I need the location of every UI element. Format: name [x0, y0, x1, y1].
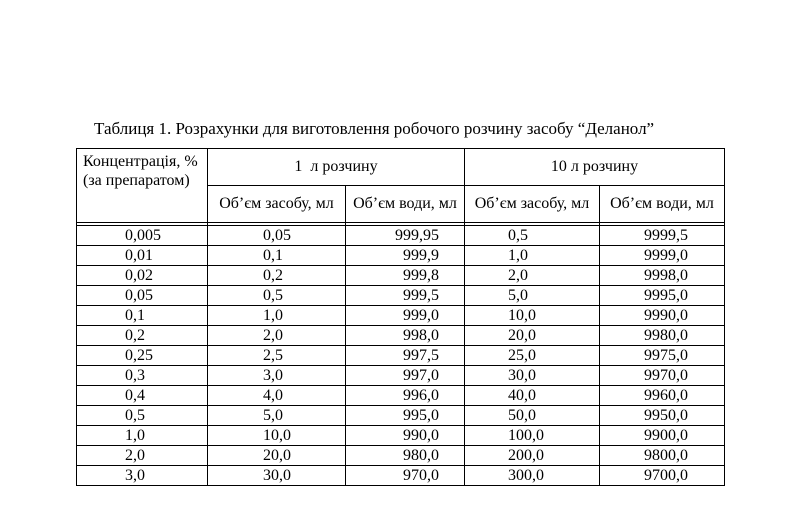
water-volume-1l-cell: 999,0: [346, 306, 465, 326]
agent-volume-1l-cell: 0,2: [208, 266, 346, 286]
water-volume-10l-cell: 9975,0: [600, 346, 725, 366]
concentration-cell: 0,1: [77, 306, 208, 326]
water-volume-1l-cell: 997,0: [346, 366, 465, 386]
table-row: [77, 286, 725, 306]
concentration-cell: 0,01: [77, 246, 208, 266]
table-body: [77, 223, 725, 486]
agent-volume-10l-cell: 40,0: [465, 386, 600, 406]
water-volume-10l-cell: 9700,0: [600, 466, 725, 486]
header-1l-agent-volume: Об’єм засобу, мл: [208, 186, 346, 223]
agent-volume-1l-cell: 20,0: [208, 446, 346, 466]
concentration-cell: 0,005: [77, 226, 208, 246]
water-volume-1l-cell: 990,0: [346, 426, 465, 446]
agent-volume-10l-cell: 2,0: [465, 266, 600, 286]
water-volume-10l-cell: 9980,0: [600, 326, 725, 346]
header-concentration-label: Концентрація, % (за препаратом): [83, 153, 198, 189]
concentration-cell: 1,0: [77, 426, 208, 446]
dilution-table: [76, 148, 725, 486]
agent-volume-10l-cell: 300,0: [465, 466, 600, 486]
concentration-cell: 0,3: [77, 366, 208, 386]
water-volume-1l-cell: 999,5: [346, 286, 465, 306]
water-volume-10l-cell: 9950,0: [600, 406, 725, 426]
agent-volume-1l-cell: 2,0: [208, 326, 346, 346]
agent-volume-10l-cell: 1,0: [465, 246, 600, 266]
agent-volume-10l-cell: 25,0: [465, 346, 600, 366]
table-caption: Таблиця 1. Розрахунки для виготовлення робочого розчину засобу “Деланол”: [94, 119, 655, 138]
concentration-cell: 0,5: [77, 406, 208, 426]
agent-volume-1l-cell: 0,5: [208, 286, 346, 306]
header-10l-solution: 10 л розчину: [465, 149, 725, 186]
agent-volume-1l-cell: 0,05: [208, 226, 346, 246]
water-volume-10l-cell: 9960,0: [600, 386, 725, 406]
agent-volume-10l-cell: 0,5: [465, 226, 600, 246]
table-row: [77, 306, 725, 326]
agent-volume-10l-cell: 50,0: [465, 406, 600, 426]
water-volume-10l-cell: 9990,0: [600, 306, 725, 326]
agent-volume-1l-cell: 2,5: [208, 346, 346, 366]
water-volume-10l-cell: 9970,0: [600, 366, 725, 386]
header-10l-water-volume: Об’єм води, мл: [600, 186, 725, 223]
table-row: [77, 346, 725, 366]
concentration-cell: 0,05: [77, 286, 208, 306]
concentration-cell: 0,2: [77, 326, 208, 346]
water-volume-10l-cell: 9999,0: [600, 246, 725, 266]
header-10l-agent-volume: Об’єм засобу, мл: [465, 186, 600, 223]
water-volume-1l-cell: 999,9: [346, 246, 465, 266]
header-1l-water-volume: Об’єм води, мл: [346, 186, 465, 223]
table-row: [77, 386, 725, 406]
agent-volume-10l-cell: 5,0: [465, 286, 600, 306]
agent-volume-1l-cell: 4,0: [208, 386, 346, 406]
water-volume-1l-cell: 997,5: [346, 346, 465, 366]
agent-volume-10l-cell: 10,0: [465, 306, 600, 326]
table-row: [77, 266, 725, 286]
water-volume-1l-cell: 970,0: [346, 466, 465, 486]
agent-volume-1l-cell: 3,0: [208, 366, 346, 386]
concentration-cell: 0,25: [77, 346, 208, 366]
concentration-cell: 0,4: [77, 386, 208, 406]
concentration-cell: 2,0: [77, 446, 208, 466]
agent-volume-10l-cell: 200,0: [465, 446, 600, 466]
water-volume-1l-cell: 995,0: [346, 406, 465, 426]
water-volume-10l-cell: 9800,0: [600, 446, 725, 466]
table-row: [77, 326, 725, 346]
agent-volume-10l-cell: 30,0: [465, 366, 600, 386]
table-row: [77, 466, 725, 486]
water-volume-10l-cell: 9998,0: [600, 266, 725, 286]
agent-volume-10l-cell: 100,0: [465, 426, 600, 446]
water-volume-10l-cell: 9999,5: [600, 226, 725, 246]
concentration-cell: 3,0: [77, 466, 208, 486]
water-volume-1l-cell: 996,0: [346, 386, 465, 406]
table-row: [77, 446, 725, 466]
agent-volume-10l-cell: 20,0: [465, 326, 600, 346]
agent-volume-1l-cell: 1,0: [208, 306, 346, 326]
concentration-cell: 0,02: [77, 266, 208, 286]
water-volume-1l-cell: 999,8: [346, 266, 465, 286]
water-volume-1l-cell: 999,95: [346, 226, 465, 246]
table-row: [77, 226, 725, 246]
agent-volume-1l-cell: 0,1: [208, 246, 346, 266]
water-volume-10l-cell: 9900,0: [600, 426, 725, 446]
water-volume-1l-cell: 998,0: [346, 326, 465, 346]
table-row: [77, 246, 725, 266]
agent-volume-1l-cell: 5,0: [208, 406, 346, 426]
header-1l-solution: 1 л розчину: [208, 149, 465, 186]
water-volume-10l-cell: 9995,0: [600, 286, 725, 306]
water-volume-1l-cell: 980,0: [346, 446, 465, 466]
header-concentration: [77, 149, 208, 223]
agent-volume-1l-cell: 30,0: [208, 466, 346, 486]
table-row: [77, 366, 725, 386]
table-row: [77, 426, 725, 446]
table-row: [77, 406, 725, 426]
agent-volume-1l-cell: 10,0: [208, 426, 346, 446]
